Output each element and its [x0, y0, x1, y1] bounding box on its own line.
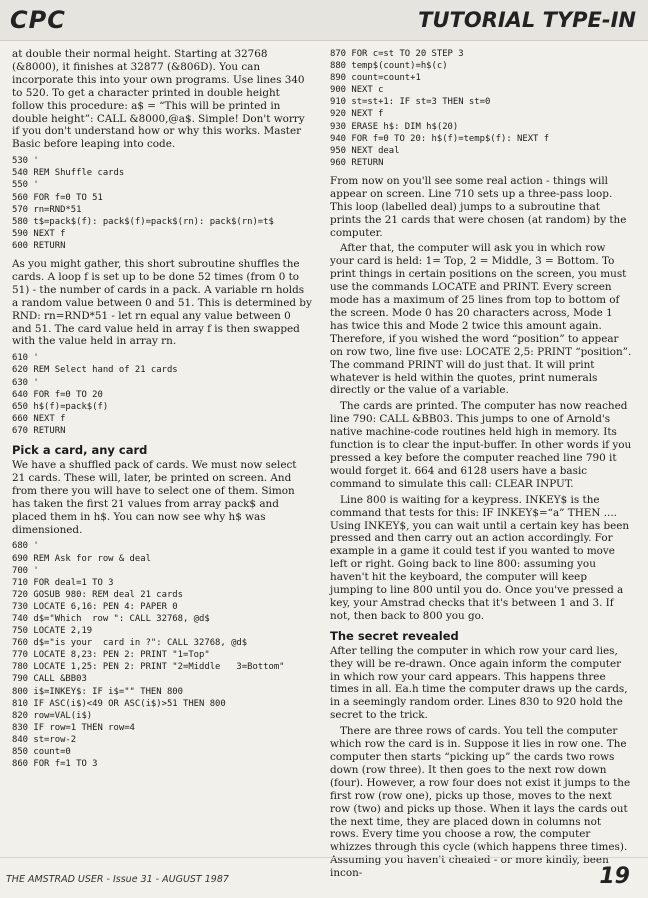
code-line: 830 IF row=1 THEN row=4: [12, 722, 135, 733]
code-line: 690 REM Ask for row & deal: [12, 553, 151, 564]
paragraph: After telling the computer in which row your card lies, they will be re-drawn. Once again inform the computer in which row your card appears. This happens three times in all. Ea.h time the computer draws up the cards, in a seemingly random order. Lines 830 to 920 hold the secret to the trick.: [330, 644, 628, 722]
code-line: 890 count=count+1: [330, 73, 421, 84]
section-label: CPC: [10, 6, 66, 34]
paragraph: We have a shuffled pack of cards. We must now select 21 cards. These will, later, be printed on screen. And from there you will have to select one of them. Simon has taken the first 21 values from array pack$ and placed them in h$. You can now see why h$ was dimensioned.: [12, 459, 297, 536]
code-line: 910 st=st+1: IF st=3 THEN st=0: [330, 97, 491, 108]
section-heading: The secret revealed: [330, 628, 459, 643]
code-line: 760 d$="is your card in ?": CALL 32768, @d$: [12, 638, 248, 649]
paragraph: After that, the computer will ask you in which row your card is held: 1= Top, 2 = Middle, 3 = Bottom. To print things in certain positions on the screen, you must use the commands LOCATE and PRINT. Every screen mode has a maximum of 25 lines from top to bottom of the screen. Mode 0 has 20 characters across, Mode 1 has twice this and Mode 2 twice this amount again. Therefore, if you wished the word “position” to appear on row two, line five use: LOCATE 2,5: PRINT “position”. The command PRINT will do just that. It will print whatever is held within the quotes, print numerals directly or the value of a variable.: [330, 242, 632, 397]
code-line: 590 NEXT f: [12, 228, 66, 239]
code-listing: [330, 48, 632, 169]
code-line: 730 LOCATE 6,16: PEN 4: PAPER 0: [12, 601, 178, 612]
code-listing: [12, 352, 312, 437]
code-line: 950 NEXT deal: [330, 145, 400, 156]
code-line: 710 FOR deal=1 TO 3: [12, 577, 114, 588]
code-line: 790 CALL &BB03: [12, 674, 87, 685]
code-listing: [12, 540, 312, 770]
page-footer: [0, 857, 648, 898]
code-line: 630 ': [12, 377, 39, 388]
code-line: 540 REM Shuffle cards: [12, 168, 125, 179]
code-line: 700 ': [12, 565, 39, 576]
code-line: 750 LOCATE 2,19: [12, 626, 93, 637]
code-line: 660 NEXT f: [12, 413, 66, 424]
code-line: 720 GOSUB 980: REM deal 21 cards: [12, 589, 183, 600]
code-line: 840 st=row-2: [12, 734, 77, 745]
code-line: 800 i$=INKEY$: IF i$="" THEN 800: [12, 686, 183, 697]
paragraph: at double their normal height. Starting at 32768 (&8000), it finishes at 32877 (&806D). You can incorporate this into your own programs. Use lines 340 to 520. To get a character printed in double height follow this procedure: a$ = “This will be printed in double height”: CALL &8000,@a$. Simple! Don't worry if you don't understand how or why this works. Master Basic before leaping into code.: [12, 48, 305, 151]
code-line: 650 h$(f)=pack$(f): [12, 401, 109, 412]
code-line: 680 ': [12, 541, 39, 552]
code-line: 900 NEXT c: [330, 85, 384, 96]
left-column: [12, 48, 312, 853]
paragraph: From now on you'll see some real action - things will appear on screen. Line 710 sets up a three-pass loop. This loop (labelled deal) jumps to a subroutine that prints the 21 cards that were chosen (at random) by the computer.: [330, 174, 627, 239]
code-line: 880 temp$(count)=h$(c): [330, 61, 448, 72]
code-line: 860 FOR f=1 TO 3: [12, 759, 98, 770]
paragraph: Line 800 is waiting for a keypress. INKEY$ is the command that tests for this: IF INKEY$=“a” THEN .... Using INKEY$, you can wait until a certain key has been pressed and then carry out an action accordingly. For example in a game it could test if you wanted to move left or right. Going back to line 800: assuming you haven't hit the keyboard, the computer will keep jumping to line 800 until you do. Once you've pressed a key, your Amstrad checks that it's between 1 and 3. If not, then back to 800 you go.: [330, 493, 630, 622]
code-line: 940 FOR f=0 TO 20: h$(f)=temp$(f): NEXT f: [330, 133, 550, 144]
code-line: 740 d$="Which row ": CALL 32768, @d$: [12, 614, 210, 624]
code-line: 600 RETURN: [12, 240, 66, 251]
code-line: 570 rn=RND*51: [12, 204, 82, 215]
issue-info: THE AMSTRAD USER - Issue 31 - AUGUST 1987: [6, 874, 229, 885]
right-column: [330, 48, 632, 880]
code-line: 810 IF ASC(i$)<49 OR ASC(i$)>51 THEN 800: [12, 698, 226, 709]
code-line: 640 FOR f=0 TO 20: [12, 389, 103, 400]
code-line: 870 FOR c=st TO 20 STEP 3: [330, 49, 464, 59]
code-line: 560 FOR f=0 TO 51: [12, 192, 103, 203]
code-line: 550 ': [12, 180, 39, 191]
code-line: 920 NEXT f: [330, 109, 384, 120]
code-line: 620 REM Select hand of 21 cards: [12, 365, 178, 376]
section-heading: Pick a card, any card: [12, 443, 148, 457]
code-line: 610 ': [12, 353, 39, 364]
code-line: 770 LOCATE 8,23: PEN 2: PRINT "1=Top": [12, 650, 210, 661]
code-line: 780 LOCATE 1,25: PEN 2: PRINT "2=Middle 3=Bottom": [12, 662, 285, 673]
paragraph: The cards are printed. The computer has now reached line 790: CALL &BB03. This jumps to one of Arnold's native machine-code routines held high in memory. Its function is to clear the input-buffer. In other words if you pressed a key before the computer reached line 790 it would forget it. 664 and 6128 users have a basic command to simulate this call: CLEAR INPUT.: [330, 400, 632, 490]
page-number: 19: [599, 864, 630, 889]
code-line: 930 ERASE h$: DIM h$(20): [330, 121, 459, 132]
section-title: TUTORIAL TYPE-IN: [418, 8, 636, 32]
paragraph: There are three rows of cards. You tell the computer which row the card is in. Suppose it lies in row one. The computer then starts “picking up” the cards two rows down (row three). It then goes to the next row down (four). However, a row four does not exist it jumps to the first row (row one), picks up those, moves to the next row (two) and picks up those. When it lays the cards out the next time, they are placed down in columns not rows. Every time you choose a row, the computer whizzes through this cycle (which happens three times). Assuming you haven't cheated - or more kindly, been incon-: [330, 725, 631, 880]
code-line: 960 RETURN: [330, 157, 384, 168]
page-header: [0, 0, 648, 41]
code-line: 670 RETURN: [12, 425, 66, 436]
code-line: 850 count=0: [12, 747, 71, 758]
paragraph: As you might gather, this short subroutine shuffles the cards. A loop f is set up to be done 52 times (from 0 to 51) - the number of cards in a pack. A variable rn holds a random value between 0 and 51. This is determined by RND: rn=RND*51 - let rn equal any value between 0 and 51. The card value held in array f is then swapped with the value held in array rn.: [12, 258, 312, 348]
code-listing: [12, 155, 312, 252]
code-line: 530 ': [12, 156, 39, 167]
code-line: 820 row=VAL(i$): [12, 710, 93, 721]
code-line: 580 t$=pack$(f): pack$(f)=pack$(rn): pack$(rn)=t$: [12, 216, 274, 227]
